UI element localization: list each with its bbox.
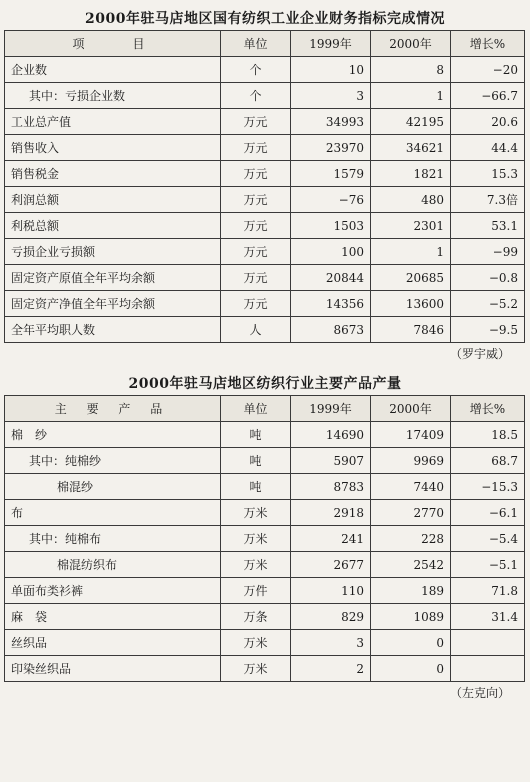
row-name: 单面布类衫裤 [5, 578, 221, 604]
row-growth: −0.8 [451, 265, 525, 291]
row-value-2000: 1821 [371, 161, 451, 187]
row-name: 布 [5, 500, 221, 526]
table-row [5, 448, 525, 474]
row-unit: 万米 [221, 552, 291, 578]
table-row [5, 57, 525, 83]
row-value-2000: 228 [371, 526, 451, 552]
row-growth: 71.8 [451, 578, 525, 604]
table-row [5, 239, 525, 265]
table2-title: 2000年驻马店地区纺织行业主要产品产量 [128, 376, 402, 392]
row-unit: 万件 [221, 578, 291, 604]
table-row [5, 604, 525, 630]
row-growth: 7.3倍 [451, 187, 525, 213]
row-unit: 人 [221, 317, 291, 343]
row-value-1999: 1503 [291, 213, 371, 239]
row-name: 固定资产净值全年平均余额 [5, 291, 221, 317]
table-row [5, 317, 525, 343]
row-value-2000: 8 [371, 57, 451, 83]
table-header-row [5, 31, 525, 57]
row-value-2000: 13600 [371, 291, 451, 317]
row-name: 亏损企业亏损额 [5, 239, 221, 265]
product-output-table [4, 395, 525, 682]
row-growth: 31.4 [451, 604, 525, 630]
row-growth: 20.6 [451, 109, 525, 135]
col-header-1999: 1999年 [291, 31, 371, 57]
row-growth: −20 [451, 57, 525, 83]
row-growth: 53.1 [451, 213, 525, 239]
row-growth: −9.5 [451, 317, 525, 343]
col-header-unit: 单位 [221, 396, 291, 422]
row-growth: −6.1 [451, 500, 525, 526]
col-header-2000: 2000年 [371, 396, 451, 422]
row-unit: 个 [221, 83, 291, 109]
table-row [5, 500, 525, 526]
row-unit: 吨 [221, 422, 291, 448]
row-name: 固定资产原值全年平均余额 [5, 265, 221, 291]
table-row [5, 109, 525, 135]
row-value-2000: 480 [371, 187, 451, 213]
row-value-2000: 7846 [371, 317, 451, 343]
row-growth: −66.7 [451, 83, 525, 109]
row-unit: 吨 [221, 474, 291, 500]
row-growth: 18.5 [451, 422, 525, 448]
table-row [5, 213, 525, 239]
row-growth: −5.2 [451, 291, 525, 317]
row-growth: −99 [451, 239, 525, 265]
table-row [5, 265, 525, 291]
row-value-1999: 2677 [291, 552, 371, 578]
table-row [5, 83, 525, 109]
table1-author: （罗宇威） [449, 347, 510, 361]
row-value-2000: 7440 [371, 474, 451, 500]
row-name: 工业总产值 [5, 109, 221, 135]
row-name: 企业数 [5, 57, 221, 83]
col-header-1999: 1999年 [291, 396, 371, 422]
row-growth: 15.3 [451, 161, 525, 187]
row-value-1999: 1579 [291, 161, 371, 187]
row-name: 利润总额 [5, 187, 221, 213]
table1-title: 2000年驻马店地区国有纺织工业企业财务指标完成情况 [85, 11, 445, 27]
row-growth [451, 656, 525, 682]
row-value-2000: 42195 [371, 109, 451, 135]
row-growth: 68.7 [451, 448, 525, 474]
row-value-1999: 2 [291, 656, 371, 682]
row-name: 其中：纯棉布 [5, 526, 221, 552]
row-value-2000: 9969 [371, 448, 451, 474]
table-row [5, 552, 525, 578]
table-row [5, 526, 525, 552]
row-value-1999: 829 [291, 604, 371, 630]
col-header-item: 项 目 [5, 31, 221, 57]
row-value-2000: 17409 [371, 422, 451, 448]
row-growth [451, 630, 525, 656]
row-unit: 万元 [221, 213, 291, 239]
row-value-1999: 34993 [291, 109, 371, 135]
row-growth: −5.1 [451, 552, 525, 578]
row-name: 棉混纺织布 [5, 552, 221, 578]
row-growth: −15.3 [451, 474, 525, 500]
row-value-2000: 0 [371, 630, 451, 656]
row-value-2000: 2542 [371, 552, 451, 578]
table-row [5, 474, 525, 500]
row-value-1999: 110 [291, 578, 371, 604]
row-unit: 万米 [221, 526, 291, 552]
row-unit: 万条 [221, 604, 291, 630]
row-unit: 吨 [221, 448, 291, 474]
col-header-growth: 增长% [451, 31, 525, 57]
row-name: 销售收入 [5, 135, 221, 161]
row-value-1999: −76 [291, 187, 371, 213]
col-header-2000: 2000年 [371, 31, 451, 57]
row-value-2000: 1 [371, 83, 451, 109]
row-value-2000: 0 [371, 656, 451, 682]
row-unit: 万米 [221, 500, 291, 526]
row-value-2000: 20685 [371, 265, 451, 291]
row-value-1999: 100 [291, 239, 371, 265]
row-value-1999: 3 [291, 630, 371, 656]
row-name: 其中：亏损企业数 [5, 83, 221, 109]
row-value-1999: 241 [291, 526, 371, 552]
row-value-2000: 2301 [371, 213, 451, 239]
row-unit: 万元 [221, 187, 291, 213]
table-row [5, 422, 525, 448]
col-header-unit: 单位 [221, 31, 291, 57]
row-value-2000: 1 [371, 239, 451, 265]
table-row [5, 656, 525, 682]
row-unit: 万元 [221, 265, 291, 291]
table-header-row [5, 396, 525, 422]
row-value-1999: 14690 [291, 422, 371, 448]
row-value-2000: 2770 [371, 500, 451, 526]
row-name: 麻 袋 [5, 604, 221, 630]
table-row [5, 630, 525, 656]
row-value-1999: 5907 [291, 448, 371, 474]
row-growth: −5.4 [451, 526, 525, 552]
row-unit: 万元 [221, 109, 291, 135]
row-value-2000: 34621 [371, 135, 451, 161]
row-name: 印染丝织品 [5, 656, 221, 682]
row-name: 丝织品 [5, 630, 221, 656]
table-row [5, 291, 525, 317]
row-unit: 万元 [221, 161, 291, 187]
row-name: 全年平均职人数 [5, 317, 221, 343]
table-row [5, 187, 525, 213]
row-unit: 万米 [221, 630, 291, 656]
row-value-1999: 8673 [291, 317, 371, 343]
table-row [5, 135, 525, 161]
row-name: 利税总额 [5, 213, 221, 239]
row-name: 棉混纱 [5, 474, 221, 500]
row-unit: 万元 [221, 239, 291, 265]
row-value-1999: 23970 [291, 135, 371, 161]
row-unit: 万元 [221, 135, 291, 161]
col-header-growth: 增长% [451, 396, 525, 422]
row-value-1999: 14356 [291, 291, 371, 317]
row-value-1999: 10 [291, 57, 371, 83]
row-name: 棉 纱 [5, 422, 221, 448]
table-row [5, 578, 525, 604]
row-unit: 万米 [221, 656, 291, 682]
row-value-1999: 8783 [291, 474, 371, 500]
table2-author: （左克向） [449, 686, 510, 700]
row-growth: 44.4 [451, 135, 525, 161]
row-name: 销售税金 [5, 161, 221, 187]
table-row [5, 161, 525, 187]
financial-indicators-table [4, 30, 525, 343]
col-header-product: 主 要 产 品 [5, 396, 221, 422]
row-name: 其中：纯棉纱 [5, 448, 221, 474]
row-value-2000: 189 [371, 578, 451, 604]
row-value-1999: 20844 [291, 265, 371, 291]
row-value-1999: 3 [291, 83, 371, 109]
row-value-2000: 1089 [371, 604, 451, 630]
row-value-1999: 2918 [291, 500, 371, 526]
row-unit: 万元 [221, 291, 291, 317]
row-unit: 个 [221, 57, 291, 83]
